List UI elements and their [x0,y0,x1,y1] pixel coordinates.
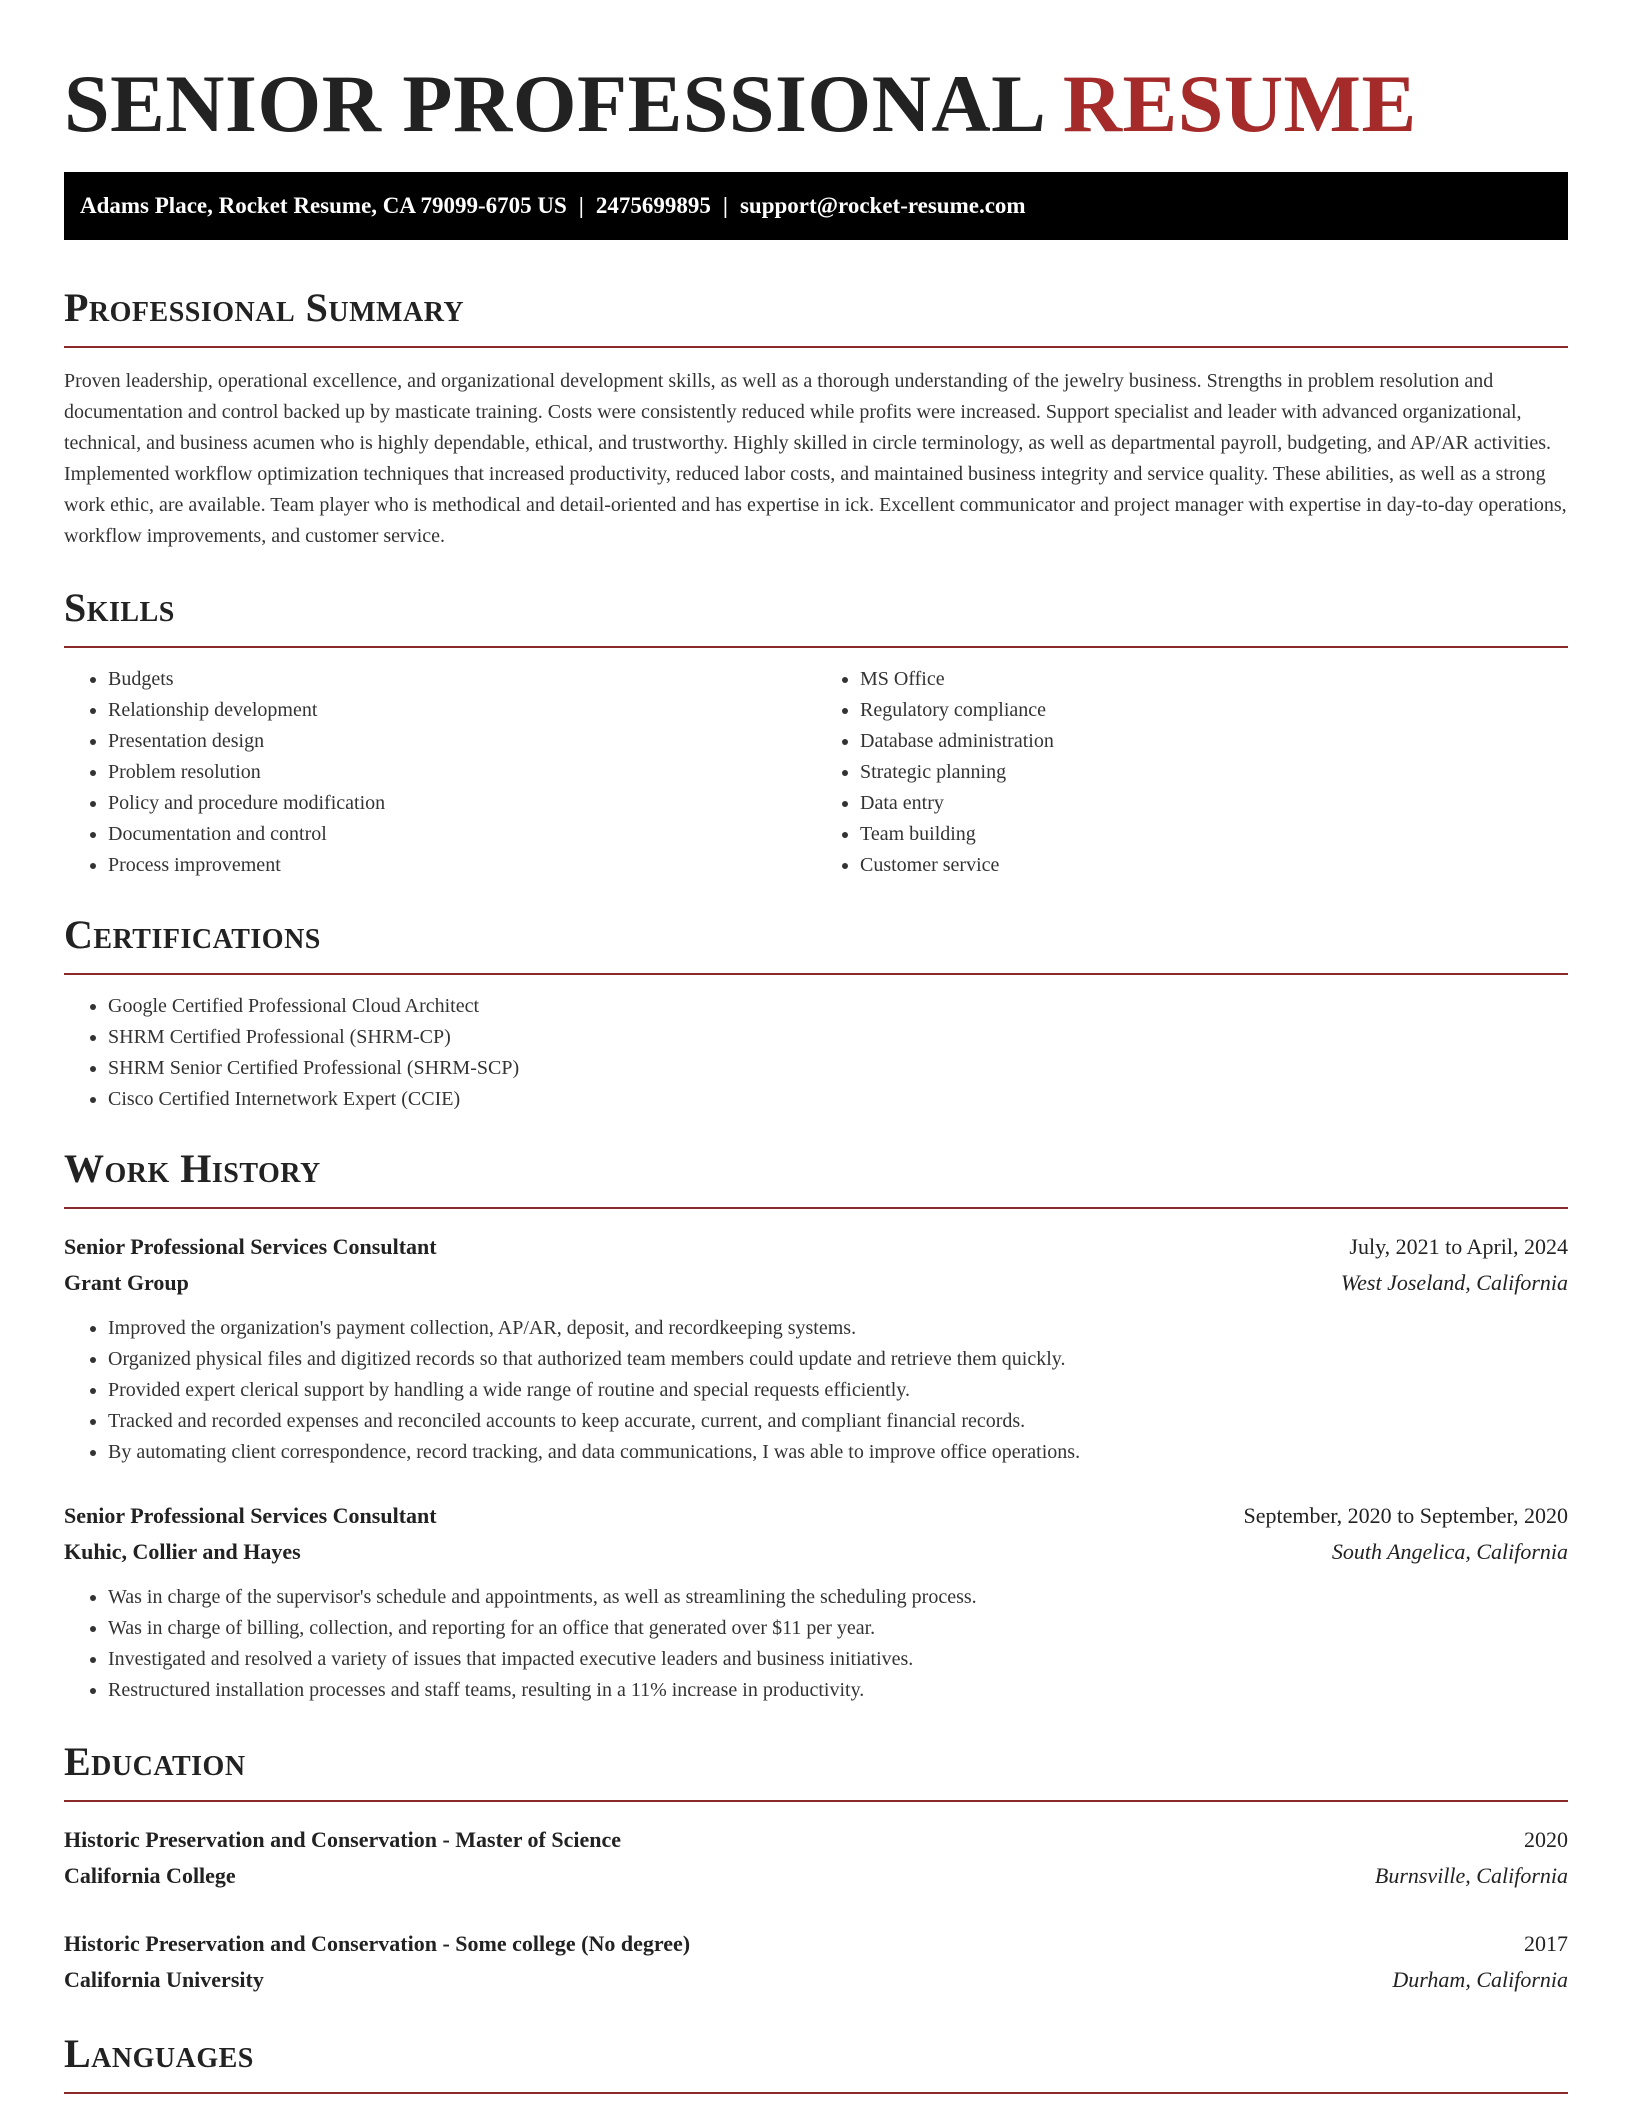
job-bullet: • Improved the organization's payment collection, AP/AR, deposit, and recordkeeping systems. [108,1313,1568,1344]
certification-item: • Cisco Certified Internetwork Expert (CCIE) [108,1084,1568,1115]
skill-item: • Data entry [860,788,1568,819]
education-degree: Historic Preservation and Conservation - Master of Science [64,1827,622,1852]
skill-item: • Problem resolution [108,757,816,788]
certification-item: • SHRM Certified Professional (SHRM-CP) [108,1022,1568,1053]
job-header-row [64,1229,1568,1265]
skills-heading: Skills [64,584,1568,648]
job-dates: July, 2021 to April, 2024 [1349,1234,1568,1259]
contact-address: Adams Place, Rocket Resume, CA 79099-6705 US [80,193,567,218]
skill-item: • Policy and procedure modification [108,788,816,819]
job-bullet: • Provided expert clerical support by handling a wide range of routine and special requests efficiently. [108,1375,1568,1406]
job-bullets [64,1582,1568,1706]
education-entry [64,1926,1568,1998]
education-year: 2020 [1524,1827,1568,1852]
title-main: SENIOR PROFESSIONAL [64,58,1042,149]
contact-separator: | [578,193,584,218]
job-bullet: • Was in charge of the supervisor's schedule and appointments, as well as streamlining the scheduling process. [108,1582,1568,1613]
job-company-row [64,1534,1568,1570]
job-bullet: • By automating client correspondence, record tracking, and data communications, I was able to improve office operations. [108,1437,1568,1468]
job-entry [64,1498,1568,1706]
skill-item: • Strategic planning [860,757,1568,788]
education-school: California University [64,1967,264,1992]
skills-list-left [64,664,816,881]
job-bullet: • Restructured installation processes and staff teams, resulting in a 11% increase in productivity. [108,1675,1568,1706]
certification-item: • Google Certified Professional Cloud Architect [108,991,1568,1022]
languages-heading: Languages [64,2030,1568,2094]
certification-item: • SHRM Senior Certified Professional (SHRM-SCP) [108,1053,1568,1084]
skill-item: • Documentation and control [108,819,816,850]
job-bullets [64,1313,1568,1468]
job-bullet: • Tracked and recorded expenses and reconciled accounts to keep accurate, current, and compliant financial records. [108,1406,1568,1437]
skill-item: • Budgets [108,664,816,695]
job-dates: September, 2020 to September, 2020 [1243,1503,1568,1528]
education-school: California College [64,1863,236,1888]
education-location: Durham, California [1392,1967,1568,1992]
education-location: Burnsville, California [1374,1863,1568,1888]
skill-item: • Presentation design [108,726,816,757]
education-degree-row [64,1926,1568,1962]
job-bullet: • Was in charge of billing, collection, and reporting for an office that generated over $11 per year. [108,1613,1568,1644]
job-location: West Joseland, California [1340,1270,1568,1295]
job-location: South Angelica, California [1331,1539,1568,1564]
job-title: Senior Professional Services Consultant [64,1234,437,1259]
skill-item: • Regulatory compliance [860,695,1568,726]
contact-separator: | [722,193,728,218]
work-history-heading: Work History [64,1145,1568,1209]
contact-bar [64,172,1568,240]
summary-heading: Professional Summary [64,284,1568,348]
education-degree-row [64,1822,1568,1858]
contact-email: support@rocket-resume.com [739,193,1026,218]
summary-text: Proven leadership, operational excellence, and organizational development skills, as well as a thorough understanding of the jewelry business. Strengths in problem resolution and documentation and control backed up by masticate training. Costs were consistently reduced while profits were increased. Support specialist and leader with advanced organizational, technical, and business acumen who is highly dependable, ethical, and trustworthy. Highly skilled in circle terminology, as well as departmental payroll, budgeting, and AP/AR activities. Implemented workflow optimization techniques that increased productivity, reduced labor costs, and maintained business integrity and service quality. These abilities, as well as a strong work ethic, are available. Team player who is methodical and detail-oriented and has expertise in ick. Excellent communicator and project manager with expertise in day-to-day operations, workflow improvements, and customer service. [64,370,1567,547]
resume-title [64,0,1568,152]
skill-item: • Database administration [860,726,1568,757]
job-header-row [64,1498,1568,1534]
certifications-list [64,991,1568,1115]
education-heading: Education [64,1738,1568,1802]
job-bullet: • Organized physical files and digitized records so that authorized team members could update and retrieve them quickly. [108,1344,1568,1375]
job-company: Kuhic, Collier and Hayes [64,1539,301,1564]
education-entry [64,1822,1568,1894]
education-school-row [64,1962,1568,1998]
job-company: Grant Group [64,1270,189,1295]
resume-page [64,0,1568,2094]
job-entry [64,1229,1568,1468]
job-title: Senior Professional Services Consultant [64,1503,437,1528]
education-degree: Historic Preservation and Conservation - Some college (No degree) [64,1931,691,1956]
skill-item: • MS Office [860,664,1568,695]
contact-phone: 2475699895 [595,193,711,218]
job-bullet: • Investigated and resolved a variety of issues that impacted executive leaders and business initiatives. [108,1644,1568,1675]
education-year: 2017 [1524,1931,1568,1956]
title-accent: RESUME [1062,58,1417,149]
education-school-row [64,1858,1568,1894]
skill-item: • Relationship development [108,695,816,726]
skill-item: • Process improvement [108,850,816,881]
skill-item: • Team building [860,819,1568,850]
skill-item: • Customer service [860,850,1568,881]
job-company-row [64,1265,1568,1301]
certifications-heading: Certifications [64,911,1568,975]
skills-grid [64,648,1568,881]
skills-list-right [816,664,1568,881]
